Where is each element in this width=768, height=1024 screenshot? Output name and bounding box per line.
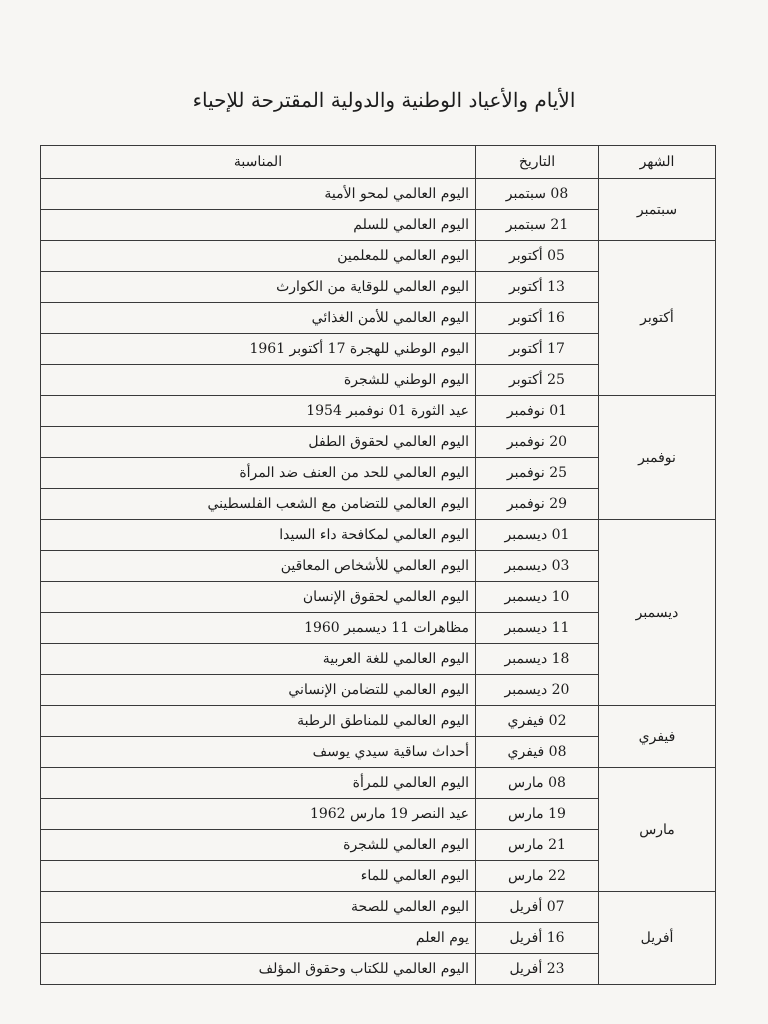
occasion-cell: اليوم العالمي للتضامن مع الشعب الفلسطيني bbox=[41, 489, 476, 520]
date-cell: 08 سبتمبر bbox=[476, 179, 599, 210]
date-cell: 25 نوفمبر bbox=[476, 458, 599, 489]
date-cell: 21 مارس bbox=[476, 830, 599, 861]
date-cell: 20 ديسمبر bbox=[476, 675, 599, 706]
header-date: التاريخ bbox=[476, 146, 599, 179]
month-cell: مارس bbox=[599, 768, 716, 892]
date-cell: 21 سبتمبر bbox=[476, 210, 599, 241]
date-cell: 11 ديسمبر bbox=[476, 613, 599, 644]
date-cell: 07 أفريل bbox=[476, 892, 599, 923]
date-cell: 05 أكتوبر bbox=[476, 241, 599, 272]
occasion-cell: اليوم العالمي للأمن الغذائي bbox=[41, 303, 476, 334]
table-row bbox=[41, 520, 716, 551]
occasion-cell: اليوم العالمي للمناطق الرطبة bbox=[41, 706, 476, 737]
occasion-cell: اليوم العالمي للتضامن الإنساني bbox=[41, 675, 476, 706]
occasion-cell: اليوم العالمي للمرأة bbox=[41, 768, 476, 799]
date-cell: 17 أكتوبر bbox=[476, 334, 599, 365]
occasion-cell: يوم العلم bbox=[41, 923, 476, 954]
date-cell: 10 ديسمبر bbox=[476, 582, 599, 613]
occasion-cell: اليوم العالمي للماء bbox=[41, 861, 476, 892]
date-cell: 19 مارس bbox=[476, 799, 599, 830]
date-cell: 16 أفريل bbox=[476, 923, 599, 954]
date-cell: 23 أفريل bbox=[476, 954, 599, 985]
date-cell: 02 فيفري bbox=[476, 706, 599, 737]
date-cell: 22 مارس bbox=[476, 861, 599, 892]
occasion-cell: اليوم العالمي للوقاية من الكوارث bbox=[41, 272, 476, 303]
occasion-cell: أحداث ساقية سيدي يوسف bbox=[41, 737, 476, 768]
occasion-cell: اليوم العالمي لمحو الأمية bbox=[41, 179, 476, 210]
month-cell: نوفمبر bbox=[599, 396, 716, 520]
table-body bbox=[41, 179, 716, 985]
month-cell: أكتوبر bbox=[599, 241, 716, 396]
month-cell: فيفري bbox=[599, 706, 716, 768]
occasion-cell: اليوم العالمي لمكافحة داء السيدا bbox=[41, 520, 476, 551]
occasion-cell: اليوم الوطني للهجرة 17 أكتوبر 1961 bbox=[41, 334, 476, 365]
date-cell: 03 ديسمبر bbox=[476, 551, 599, 582]
table-row bbox=[41, 892, 716, 923]
events-table bbox=[40, 145, 716, 985]
header-occasion: المناسبة bbox=[41, 146, 476, 179]
date-cell: 20 نوفمبر bbox=[476, 427, 599, 458]
date-cell: 18 ديسمبر bbox=[476, 644, 599, 675]
date-cell: 08 مارس bbox=[476, 768, 599, 799]
date-cell: 01 نوفمبر bbox=[476, 396, 599, 427]
table-row bbox=[41, 706, 716, 737]
header-month: الشهر bbox=[599, 146, 716, 179]
month-cell: ديسمبر bbox=[599, 520, 716, 706]
month-cell: سبتمبر bbox=[599, 179, 716, 241]
month-cell: أفريل bbox=[599, 892, 716, 985]
date-cell: 29 نوفمبر bbox=[476, 489, 599, 520]
occasion-cell: اليوم الوطني للشجرة bbox=[41, 365, 476, 396]
date-cell: 01 ديسمبر bbox=[476, 520, 599, 551]
table-row bbox=[41, 396, 716, 427]
occasion-cell: اليوم العالمي للشجرة bbox=[41, 830, 476, 861]
page-title: الأيام والأعياد الوطنية والدولية المقترحة للإحياء bbox=[192, 88, 576, 112]
date-cell: 08 فيفري bbox=[476, 737, 599, 768]
date-cell: 13 أكتوبر bbox=[476, 272, 599, 303]
occasion-cell: اليوم العالمي للحد من العنف ضد المرأة bbox=[41, 458, 476, 489]
date-cell: 16 أكتوبر bbox=[476, 303, 599, 334]
occasion-cell: اليوم العالمي لحقوق الإنسان bbox=[41, 582, 476, 613]
date-cell: 25 أكتوبر bbox=[476, 365, 599, 396]
occasion-cell: اليوم العالمي للكتاب وحقوق المؤلف bbox=[41, 954, 476, 985]
occasion-cell: اليوم العالمي لحقوق الطفل bbox=[41, 427, 476, 458]
occasion-cell: اليوم العالمي للغة العربية bbox=[41, 644, 476, 675]
occasion-cell: اليوم العالمي للسلم bbox=[41, 210, 476, 241]
occasion-cell: اليوم العالمي للمعلمين bbox=[41, 241, 476, 272]
occasion-cell: اليوم العالمي للأشخاص المعاقين bbox=[41, 551, 476, 582]
table-row bbox=[41, 241, 716, 272]
occasion-cell: اليوم العالمي للصحة bbox=[41, 892, 476, 923]
occasion-cell: مظاهرات 11 ديسمبر 1960 bbox=[41, 613, 476, 644]
occasion-cell: عيد النصر 19 مارس 1962 bbox=[41, 799, 476, 830]
table-row bbox=[41, 179, 716, 210]
header-row bbox=[41, 146, 716, 179]
table-row bbox=[41, 768, 716, 799]
occasion-cell: عيد الثورة 01 نوفمبر 1954 bbox=[41, 396, 476, 427]
